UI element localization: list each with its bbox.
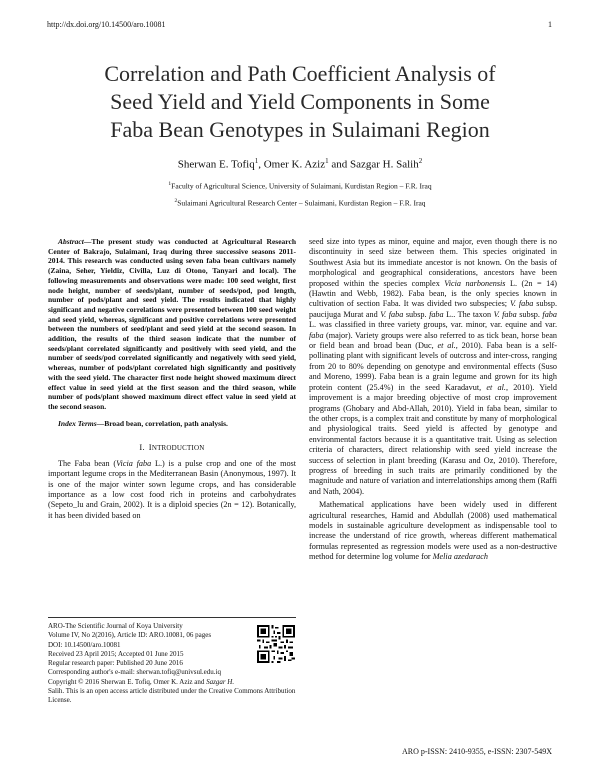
- species-name: Melia azedarach: [432, 552, 488, 562]
- copyright-notice: [48, 678, 296, 687]
- text-run: subsp.: [516, 309, 543, 319]
- text-run: subsp.: [403, 309, 430, 319]
- right-column: [309, 237, 557, 563]
- article-doi[interactable]: DOI: 10.14500/aro.10081: [48, 640, 121, 649]
- text-run: subsp. paucijuga Murat and: [309, 299, 557, 319]
- text-run: seed size into types as minor, equine and major, even though there is no discontinuity in seed size between them. This species originated in Southwest Asia but its immediate ancestor is not known. On the basis of morphological and geographical considerations, ancestors have been proposed within the species complex: [309, 237, 557, 288]
- citation-etal: et al.: [437, 341, 456, 351]
- author-name: Sazgar H. Salih: [350, 158, 419, 171]
- qr-code-icon: [257, 625, 295, 663]
- section-title-rest: NTRODUCTION: [151, 444, 205, 453]
- text-run: Copyright © 2016 Sherwan E. Tofiq, Omer K. Aziz and: [48, 677, 207, 686]
- affiliation-text: Faculty of Agricultural Science, University of Sulaimani, Kurdistan Region – F.R. Iraq: [171, 181, 432, 191]
- published-date: Regular research paper: Published 20 June 2016: [48, 659, 183, 668]
- license-text: Salih. This is an open access article distributed under the Creative Commons Attribution License.: [48, 687, 296, 705]
- index-terms-label: Index Terms: [58, 418, 97, 428]
- affiliation-text: Sulaimani Agricultural Research Center – Sulaimani, Kurdistan Region – F.R. Iraq: [177, 198, 426, 208]
- section-title-initial: I: [148, 442, 152, 453]
- header-doi[interactable]: http://dx.doi.org/10.14500/aro.10081: [47, 20, 166, 29]
- species-name: faba: [429, 309, 444, 319]
- page-number: 1: [548, 20, 552, 29]
- text-run: L.) is a pulse crop and one of the most important legume crops in the Mediterranean Basin (Anonymous, 1997). It is one of the major winter sown legume crops, and has considerable importance as a low cost food rich in proteins and carbohydrates (Sepeto_lu and Grain, 2002). It is a diploid species (2n = 12). Botanically, it has been divided based on: [48, 458, 297, 520]
- title-line: Seed Yield and Yield Components in Some: [110, 89, 490, 114]
- text-run: L.. The taxon: [443, 309, 494, 319]
- paper-title: [48, 60, 552, 144]
- intro-paragraph: [48, 459, 296, 521]
- abstract-text: —The present study was conducted at Agricultural Research Center of Bakrajo, Sulaimani, Iraq during three successive seasons 2011-2014. This research was conducted using seven faba bean cultivars namely (Zaina, Seher, Yieldiz, Civilla, Luz di Otono, Tanyari and local). The following measurements and observations were made: 100 seed weight, first node height, number of seeds/plant, number of seeds/pod, pod length, number of pods/plant and seed yield. The results indicated that highly significant and negative correlations were presented between 100 seed weight and seed yield, whereas, significant and positive correlations were presented between the numbers of seed/plant and seed yield at the second season. In addition, the results of the third season indicate that the number of seeds/plant correlated significantly and positively with seed yield, and the number of seeds/pod correlated significantly and negatively with seed yield, whereas, number of pods/plant correlated high significantly and positively with the seed yield. The character first node height showed maximum direct effect value in seed yield at the first season and the third season, while number of pods/plant showed maximum direct effect value in seed yield at the second season.: [48, 237, 296, 411]
- body-paragraph: [309, 237, 557, 497]
- species-name: Vicia narbonensis: [444, 278, 506, 288]
- author-list: [48, 157, 552, 171]
- journal-name: ARO-The Scientific Journal of Koya University: [48, 622, 183, 630]
- affiliation-mark: 2: [174, 198, 178, 204]
- abstract-label: Abstract: [58, 237, 84, 246]
- text-run: , 2010). Faba bean is a self-pollinating plant with significant levels of outcross and inter-cross, ranging from 20 to 80% depending on genotype and environmental effects (Suso and Moreno, 1999). Faba bean is a grain legume and grown for its high protein content (25.4%) in the seed Karadavut,: [309, 341, 557, 392]
- left-column: [48, 237, 296, 521]
- species-name: faba: [542, 309, 557, 319]
- author-separator: ,: [258, 158, 264, 171]
- volume-info: Volume IV, No 2(2016), Article ID: ARO.10081, 06 pages: [48, 631, 212, 640]
- text-run: L. (2n = 14) (Hawtin and Webb, 1982). Faba bean, is the only species known in cultivation of section Faba. It was divided two subspecies;: [309, 278, 557, 309]
- author-name: Sherwan E. Tofiq: [177, 158, 255, 171]
- issn-footer: ARO p-ISSN: 2410-9355, e-ISSN: 2307-549X: [402, 747, 552, 756]
- affiliation-mark: 1: [168, 181, 172, 187]
- text-run: Sazgar H.: [206, 677, 235, 686]
- title-line: Faba Bean Genotypes in Sulaimani Region: [110, 117, 490, 142]
- title-line: Correlation and Path Coefficient Analysis of: [104, 61, 496, 86]
- species-name: faba: [309, 330, 324, 340]
- species-name: V. faba: [493, 309, 517, 319]
- author-affil-mark: 1: [325, 157, 329, 165]
- author-separator: and: [328, 158, 350, 171]
- species-name: V. faba: [509, 299, 534, 309]
- index-terms: [48, 419, 296, 429]
- corresponding-email[interactable]: Corresponding author's e-mail: sherwan.tofiq@univsul.edu.iq: [48, 668, 221, 677]
- text-run: The Faba bean (: [58, 458, 117, 468]
- section-heading: [48, 442, 296, 453]
- affiliation-1: [48, 181, 552, 191]
- author-affil-mark: 2: [418, 157, 423, 165]
- text-run: , 2010). Yield improvement is a major breeding objective of most crop improvement programs (Ghobary and Abd-Allah, 2010). Yield in faba bean, similar to the other crops, is a complex trait and constitute by many of morphological and physiological traits. Seed yield is affected by genotype and environmental factors because it is a quantitative trait. Using as selection criteria of characters, direct relationship with seed yield increase the success of selection in plant breeding (Karasu and Oz, 2010). Therefore, progress of breeding in such traits are primarily conditioned by the magnitude and nature of variation and interrelationships among them (Raffi and Nath, 2004).: [309, 382, 557, 496]
- species-name: Vicia faba: [116, 458, 152, 468]
- footer-divider: [48, 617, 296, 618]
- received-dates: Received 23 April 2015; Accepted 01 June 2015: [48, 649, 184, 658]
- section-number: I.: [139, 442, 145, 453]
- author-affil-mark: 1: [254, 157, 259, 165]
- index-terms-text: —Broad bean, correlation, path analysis.: [96, 418, 228, 428]
- text-run: Mathematical applications have been widely used in different agricultural researches, Hamid and Abdullah (2008) used mathematical models in sustainable agriculture development as indispensable tool to increase the understand of rice growth, whereas different mathematical formulas represented as regression models were used as a non-destructive method for determine log volume for: [309, 500, 557, 562]
- body-paragraph: [309, 500, 557, 562]
- affiliation-2: [48, 198, 552, 208]
- species-name: V. faba: [380, 309, 404, 319]
- author-name: Omer K. Aziz: [263, 158, 326, 171]
- abstract: [48, 237, 296, 412]
- text-run: L. was classified in three variety groups, var. minor, var. equine and var.: [309, 320, 557, 330]
- citation-etal: et al.: [486, 382, 506, 392]
- text-run: (major). Variety groups were also referred to as tick bean, horse bean or field bean and broad bean (Duc,: [309, 330, 557, 351]
